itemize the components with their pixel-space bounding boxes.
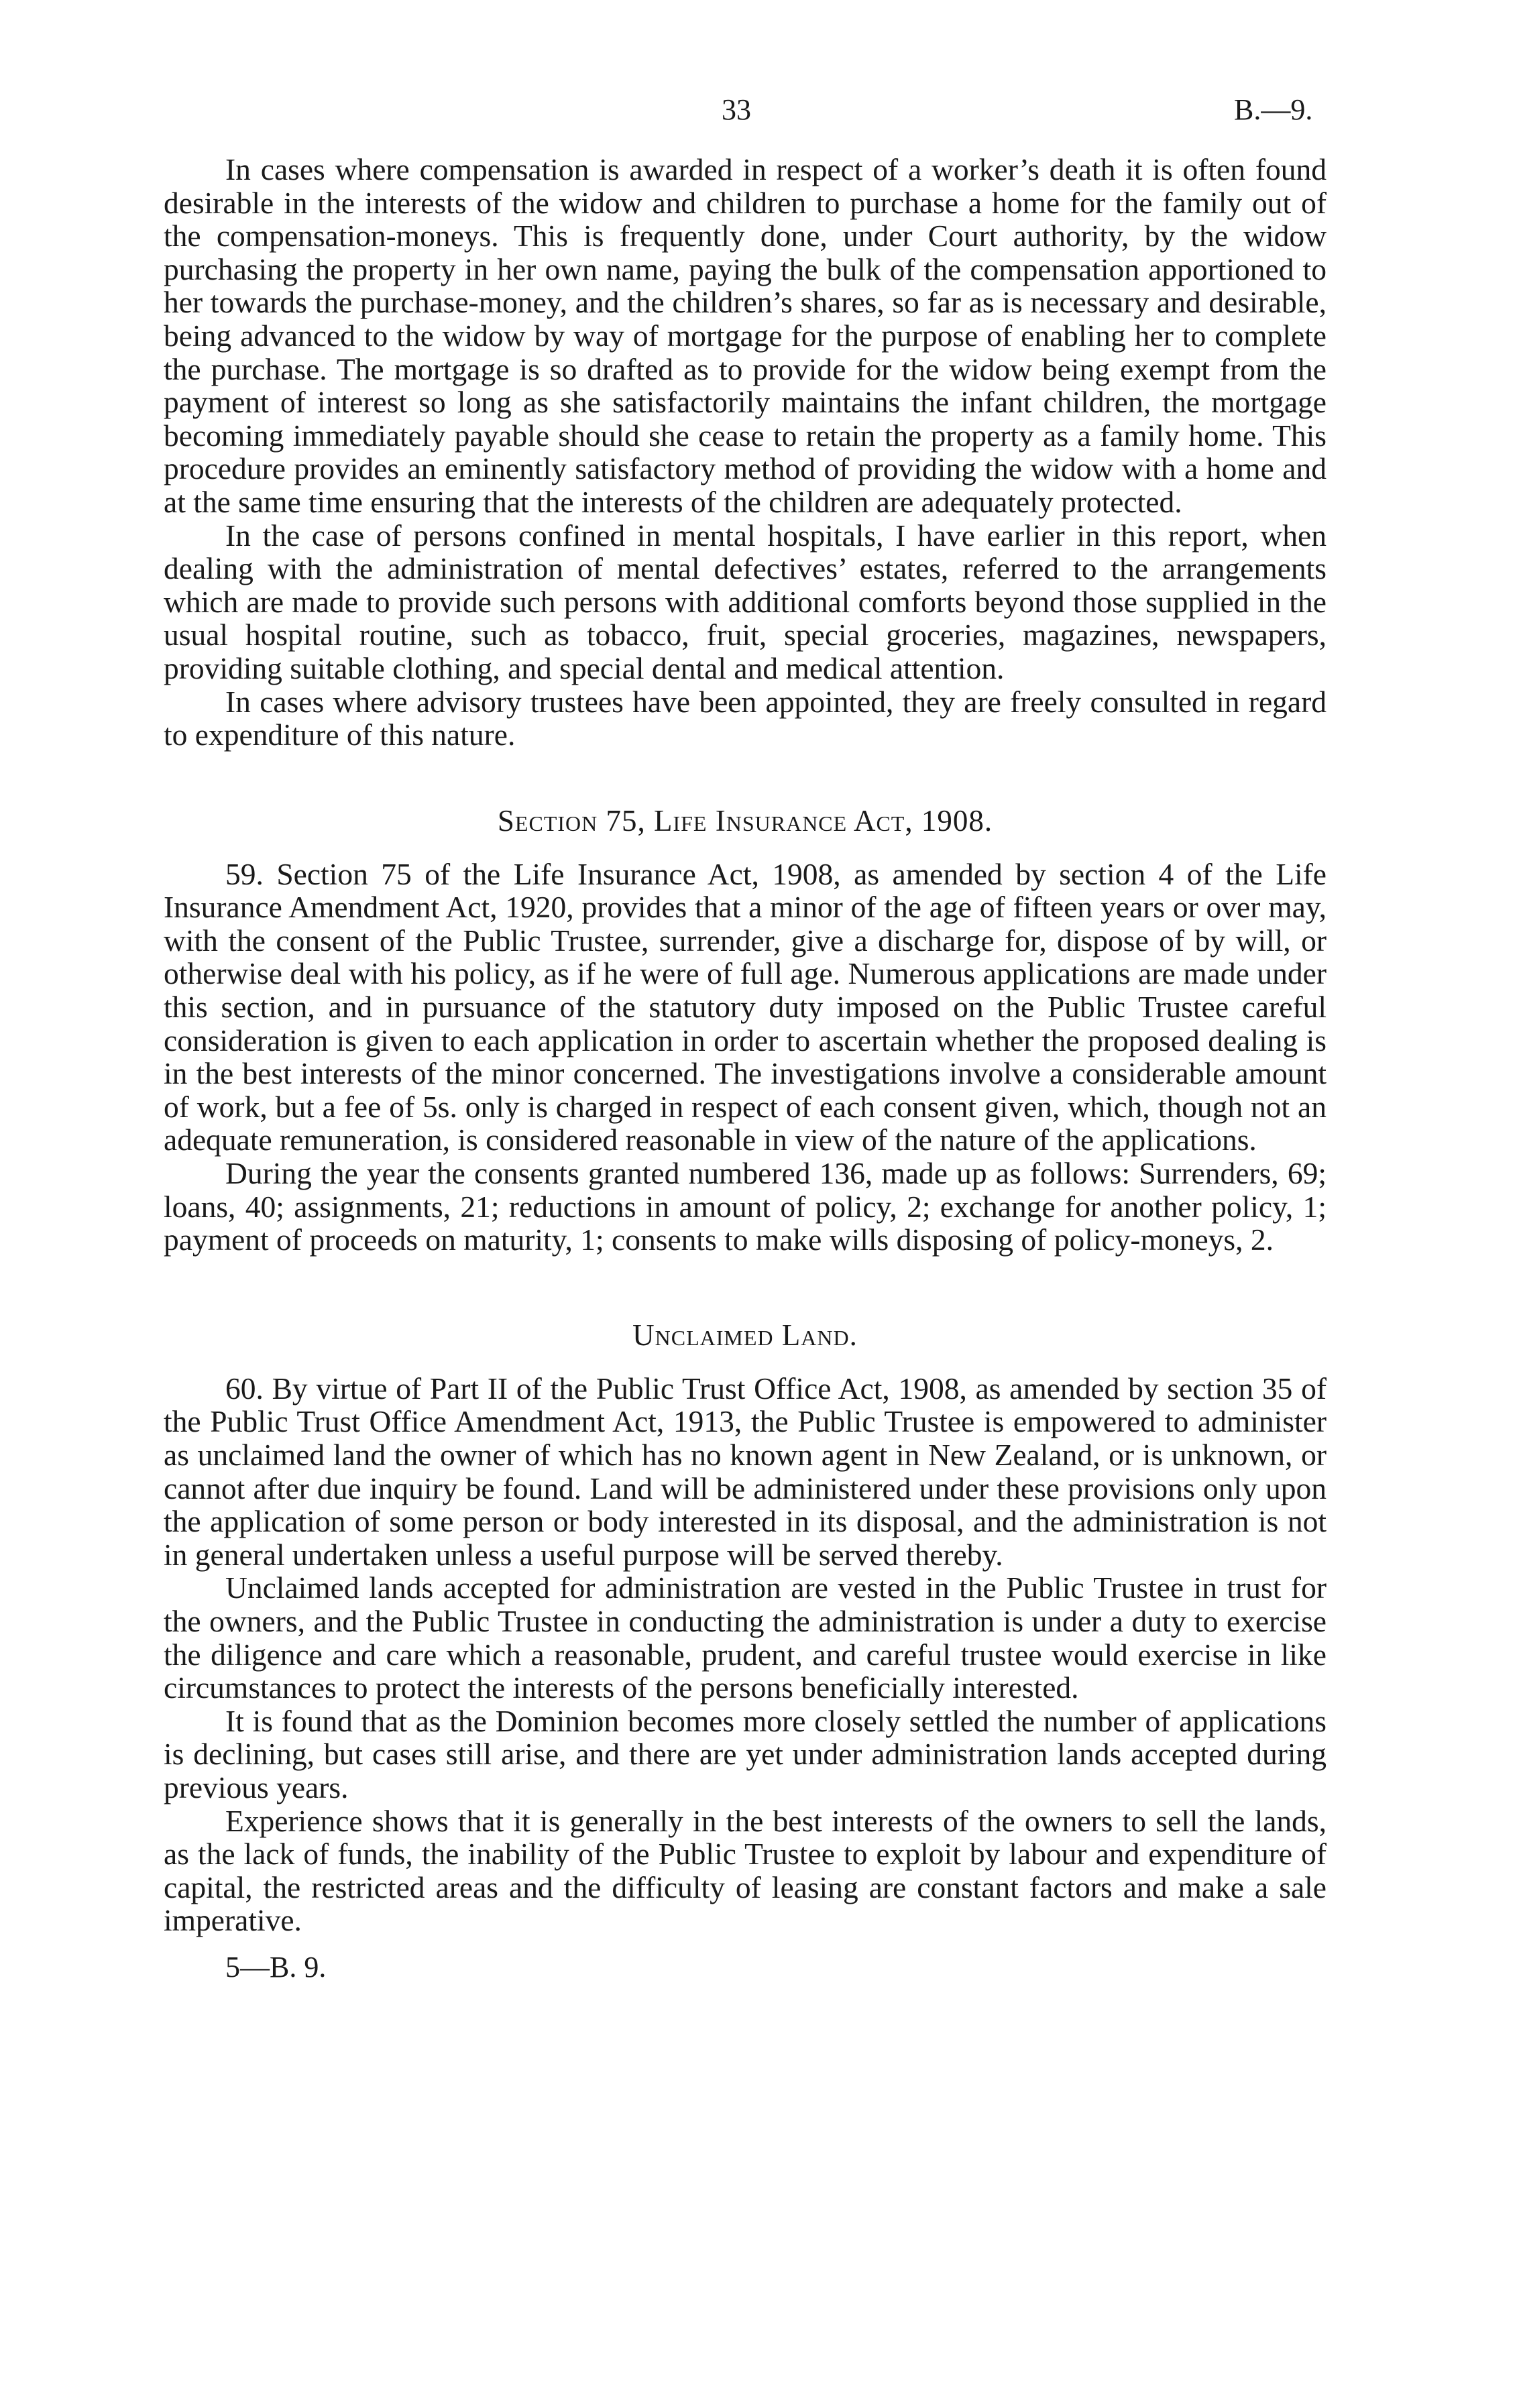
page-signature: 5—B. 9. [225,1950,327,1984]
paragraph-mental-hospitals: In the case of persons confined in mental hospitals, I have earlier in this report, when dealing with the administration of mental defectives’ estates, referred to the arrangements which are made to provide such persons with additional comforts beyond those supplied in the usual hospital routine, such as tobacco, fruit, special groceries, magazines, newspapers, providing suitable clothing, and special dental and medical attention. [164,518,1327,685]
paragraph-consents-granted: During the year the consents granted numbered 136, made up as follows: Surrenders, 69; loans, 40; assignments, 21; reductions in amount of policy, 2; exchange for another policy, 1; payment of proceeds on maturity, 1; consents to make wills disposing of policy-moneys, 2. [164,1156,1327,1257]
page-body [164,153,1327,1984]
section-heading-unclaimed-land: Unclaimed Land. [632,1318,858,1352]
paragraph-unclaimed-lands-vested: Unclaimed lands accepted for administration are vested in the Public Trustee in trust for the owners, and the Public Trustee in conducting the administration is under a duty to exercise the diligence and care which a reasonable, prudent, and careful trustee would exercise in like circumstances to protect the interests of the persons beneficially interested. [164,1570,1327,1705]
document-reference: B.—9. [1234,93,1313,126]
paragraph-experience-shows: Experience shows that it is generally in the best interests of the owners to sell the lands, as the lack of funds, the inability of the Public Trustee to exploit by labour and expenditure of capital, the restricted areas and the difficulty of leasing are constant factors and make a sale imperative. [164,1803,1327,1938]
paragraph-widow-home: In cases where compensation is awarded in respect of a worker’s death it is often found desirable in the interests of the widow and children to purchase a home for the family out of the compensation-moneys. This is frequently done, under Court authority, by the widow purchasing the property in her own name, paying the bulk of the compensation apportioned to her towards the purchase-money, and the children’s shares, so far as is necessary and desirable, being advanced to the widow by way of mortgage for the purpose of enabling her to complete the purchase. The mortgage is so drafted as to provide for the widow being exempt from the payment of interest so long as she satisfactorily maintains the infant children, the mortgage becoming immediately payable should she cease to retain the property as a family home. This procedure provides an eminently satisfactory method of providing the widow with a home and at the same time ensuring that the interests of the children are adequately protected. [164,152,1327,519]
page-number: 33 [722,93,751,126]
paragraph-59: 59. Section 75 of the Life Insurance Act, 1908, as amended by section 4 of the Life Insurance Amendment Act, 1920, provides that a minor of the age of fifteen years or over may, with the consent of the Public Trustee, surrender, give a discharge for, dispose of by will, or otherwise deal with his policy, as if he were of full age. Numerous applications are made under this section, and in pursuance of the statutory duty imposed on the Public Trustee careful consideration is given to each application in order to ascertain whether the proposed dealing is in the best interests of the minor concerned. The investigations involve a considerable amount of work, but a fee of 5s. only is charged in respect of each consent given, which, though not an adequate remuneration, is considered reasonable in view of the nature of the applications. [164,856,1327,1157]
paragraph-applications-declining: It is found that as the Dominion becomes more closely settled the number of applications is declining, but cases still arise, and there are yet under administration lands accepted during previous years. [164,1703,1327,1804]
paragraph-advisory-trustees: In cases where advisory trustees have been appointed, they are freely consulted in regard to expenditure of this nature. [164,684,1327,752]
page-header [0,93,1521,133]
section-heading-life-insurance: Section 75, Life Insurance Act, 1908. [497,803,993,838]
paragraph-60: 60. By virtue of Part II of the Public Trust Office Act, 1908, as amended by section 35 of the Public Trust Office Amendment Act, 1913, the Public Trustee is empowered to administer as unclaimed land the owner of which has no known agent in New Zealand, or is unknown, or cannot after due inquiry be found. Land will be administered under these provisions only upon the application of some person or body interested in its disposal, and the administration is not in general undertaken unless a useful purpose will be served thereby. [164,1371,1327,1572]
